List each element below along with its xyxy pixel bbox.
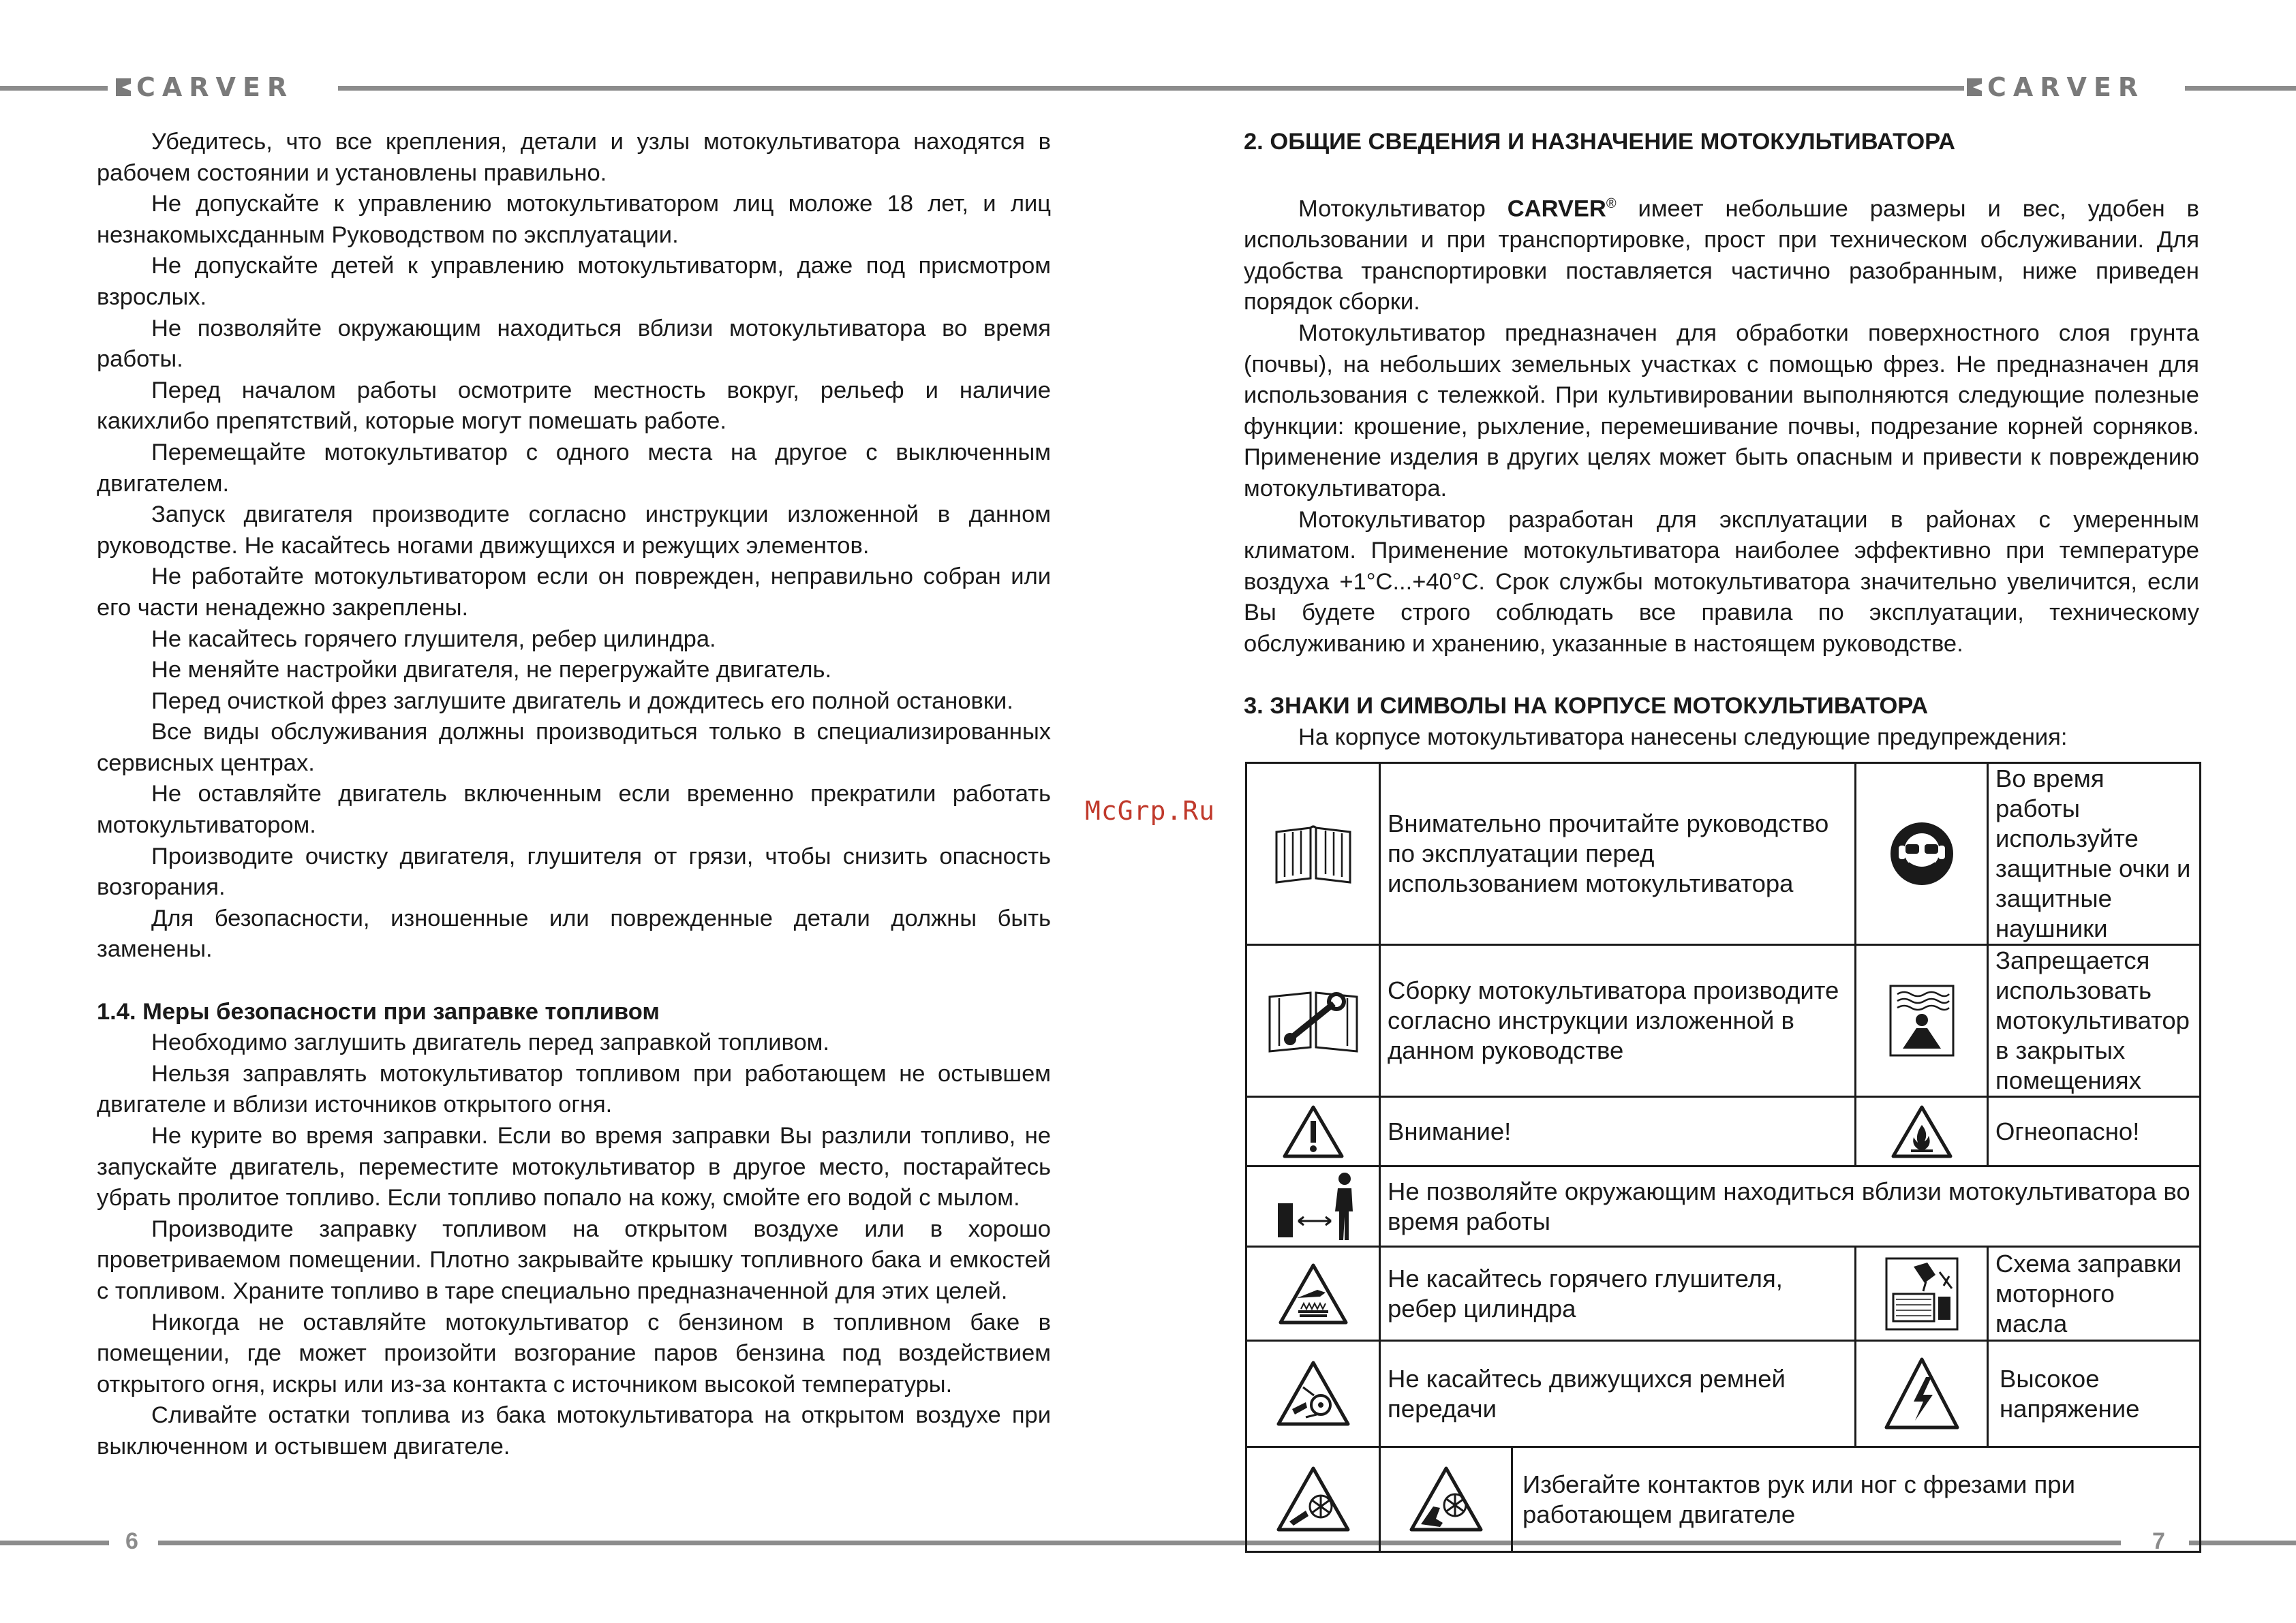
paragraph: Не меняйте настройки двигателя, не перегружайте двигатель. [151, 657, 832, 683]
page-number-left: 6 [125, 1528, 138, 1554]
sign-cell [1380, 1447, 1512, 1552]
paragraph: Не работайте мотокультиватором если он поврежден, неправильно собран или его части ненадежно закреплены. [97, 563, 1051, 621]
paragraph: Перед началом работы осмотрите местность вокруг, рельеф и наличие какихлибо препятствий, которые могут помешать работе. [97, 377, 1051, 435]
sign-text: Высокое напряжение [1988, 1341, 2201, 1447]
paragraph: Все виды обслуживания должны производиться только в специализированных сервисных центрах. [97, 719, 1051, 776]
tiller-hand-hazard-icon [1276, 1466, 1351, 1534]
watermark: McGrp.Ru [1085, 796, 1216, 826]
paragraph: Никогда не оставляйте мотокультиватор с бензином в топливном баке в помещении, где может произойти возгорание паров бензина под воздействием открытого огня, искры или из-за контакта с источником высокой температуры. [97, 1309, 1051, 1397]
paragraph: Запуск двигателя производите согласно инструкции изложенной в данном руководстве. Не касайтесь ногами движущихся и режущих элементов. [97, 501, 1051, 559]
header-rule-left-b [338, 86, 1964, 91]
paragraph: Убедитесь, что все крепления, детали и узлы мотокультиватора находятся в рабочем состоянии и установлены правильно. [97, 129, 1051, 186]
sign-cell [1246, 1341, 1380, 1447]
section-heading-2: 2. ОБЩИЕ СВЕДЕНИЯ И НАЗНАЧЕНИЕ МОТОКУЛЬТИВАТОРА [1244, 129, 1956, 155]
sign-cell [1856, 1247, 1988, 1341]
paragraph: Не оставляйте двигатель включенным если временно прекратили работать мотокультиватором. [97, 781, 1051, 839]
table-row [1246, 1447, 2201, 1552]
section-heading-1-4: 1.4. Меры безопасности при заправке топливом [97, 998, 660, 1025]
paragraph: Не позволяйте окружающим находиться вблизи мотокультиватора во время работы. [97, 315, 1051, 373]
paragraph: Не допускайте детей к управлению мотокультиваторм, даже под присмотром взрослых. [97, 253, 1051, 310]
carver-logo-icon [116, 78, 131, 96]
paragraph: Не курите во время заправки. Если во время заправки Вы разлили топливо, не запускайте двигатель, переместите мотокультиватор в другое место, постарайтесь убрать пролитое топливо. Если топливо попало на кожу, смойте его водой с мылом. [97, 1123, 1051, 1211]
sign-text: Внимание! [1380, 1097, 1856, 1166]
sign-text: Запрещается использовать мотокультиватор в закрытых помещениях [1988, 945, 2201, 1097]
sign-text: Не касайтесь горячего глушителя, ребер цилиндра [1380, 1247, 1856, 1341]
paragraph: Сливайте остатки топлива из бака мотокультиватора на открытом воздухе при выключенном и остывшем двигателе. [97, 1402, 1051, 1459]
table-row [1246, 1166, 2201, 1247]
paragraph: Мотокультиватор CARVER® имеет небольшие размеры и вес, удобен в использовании и при транспортировке, прост при техническом обслуживании. Для удобства транспортировки поставляется частично разобранным, ниже приведен порядок сборки. [1244, 196, 2199, 315]
high-voltage-icon [1884, 1357, 1960, 1432]
paragraph: Необходимо заглушить двигатель перед заправкой топливом. [151, 1030, 829, 1056]
paragraph: Не допускайте к управлению мотокультиватором лиц моложе 18 лет, и лиц незнакомыхсданным Руководством по эксплуатации. [97, 191, 1051, 248]
manual-book-icon [1272, 820, 1354, 888]
sign-cell [1246, 1447, 1380, 1552]
brand-name: CARVER [1987, 72, 2145, 102]
sign-text: Не позволяйте окружающим находиться вблизи мотокультиватора во время работы [1380, 1166, 2201, 1247]
paragraph: Для безопасности, изношенные или поврежденные детали должны быть заменены. [97, 905, 1051, 963]
sign-cell [1246, 1247, 1380, 1341]
sign-cell [1856, 763, 1988, 945]
sign-text: Схема заправки моторного масла [1988, 1247, 2201, 1341]
page-number-right: 7 [2152, 1528, 2165, 1554]
section-heading-3: 3. ЗНАКИ И СИМВОЛЫ НА КОРПУСЕ МОТОКУЛЬТИВАТОРА [1244, 693, 1929, 720]
moving-belt-icon [1276, 1360, 1351, 1428]
brand-logo-right [1967, 74, 2145, 101]
oil-refuel-scheme-icon [1884, 1256, 1960, 1332]
sign-text: Не касайтесь движущихся ремней передачи [1380, 1341, 1856, 1447]
table-row [1246, 1097, 2201, 1166]
sign-cell [1246, 763, 1380, 945]
sign-cell [1856, 1341, 1988, 1447]
paragraph: Не касайтесь горячего глушителя, ребер цилиндра. [151, 625, 716, 652]
brand-logo-left [116, 74, 294, 101]
paragraph: Производите заправку топливом на открытом воздухе или в хорошо проветриваемом помещении. Плотно закрывайте крышку топливного бака и емкостей с топливом. Храните топливо в таре специально предназначенной для этих целей. [97, 1216, 1051, 1304]
paragraph: Перед очисткой фрез заглушите двигатель и дождитесь его полной остановки. [151, 687, 1013, 714]
paragraph: Перемещайте мотокультиватор с одного места на другое с выключенным двигателем. [97, 439, 1051, 497]
sign-text: Огнеопасно! [1988, 1097, 2201, 1166]
goggles-earmuffs-icon [1888, 820, 1956, 888]
assembly-wrench-book-icon [1266, 983, 1361, 1058]
left-page-text [97, 127, 1051, 1463]
header-rule-right [2185, 86, 2296, 91]
registered-mark: ® [1606, 196, 1617, 212]
brand-inline: CARVER [1507, 196, 1606, 222]
table-row [1246, 1341, 2201, 1447]
sign-text: Избегайте контактов рук или ног с фрезами при работающем двигателе [1512, 1447, 2201, 1552]
paragraph: Мотокультиватор разработан для эксплуатации в районах с умеренным климатом. Применение мотокультиватора наиболее эффективно при температуре воздуха +1°С...+40°С. Срок службы мотокультиватора значительно увеличится, если Вы будете строго соблюдать все правила по эксплуатации, техническому обслуживанию и хранению, указанные в настоящем руководстве. [1244, 506, 2199, 657]
paragraph: Мотокультиватор предназначен для обработки поверхностного слоя грунта (почвы), на небольших земельных участках с помощью фрез. Не предназначен для использования с тележкой. При культивировании выполняются следующие полезные функции: крошение, рыхление, перемешивание почвы, подрезание корней сорняков. Применение изделия в других целях может быть опасным и привести к повреждению мотокультиватора. [1244, 320, 2199, 502]
tiller-foot-hazard-icon [1409, 1466, 1484, 1534]
footer-rule-right [2189, 1541, 2296, 1545]
sign-text: Во время работы используйте защитные очки и защитные наушники [1988, 763, 2201, 945]
footer-rule-left [0, 1541, 109, 1545]
sign-cell [1246, 945, 1380, 1097]
warning-signs-table [1245, 762, 2201, 1553]
sign-text: Внимательно прочитайте руководство по эксплуатации перед использованием мотокультиватора [1380, 763, 1856, 945]
paragraph: Нельзя заправлять мотокультиватор топливом при работающем не остывшем двигателе и вблизи источников открытого огня. [97, 1060, 1051, 1118]
no-indoor-use-icon [1888, 983, 1956, 1058]
flammable-icon [1891, 1104, 1953, 1159]
table-row [1246, 945, 2201, 1097]
table-row [1246, 763, 2201, 945]
right-page-text [1244, 127, 2199, 753]
table-row [1246, 1247, 2201, 1341]
paragraph: На корпусе мотокультиватора нанесены следующие предупреждения: [1298, 724, 2068, 750]
brand-name: CARVER [136, 72, 294, 102]
sign-cell [1246, 1097, 1380, 1166]
carver-logo-icon [1967, 78, 1982, 96]
sign-text: Сборку мотокультиватора производите согласно инструкции изложенной в данном руководстве [1380, 945, 1856, 1097]
header-rule-left-a [0, 86, 108, 91]
keep-distance-person-icon [1266, 1169, 1361, 1244]
sign-cell [1856, 1097, 1988, 1166]
warning-exclamation-icon [1282, 1104, 1345, 1159]
sign-cell [1856, 945, 1988, 1097]
hot-surface-icon [1278, 1263, 1349, 1325]
paragraph: Производите очистку двигателя, глушителя от грязи, чтобы снизить опасность возгорания. [97, 843, 1051, 901]
sign-cell [1246, 1166, 1380, 1247]
